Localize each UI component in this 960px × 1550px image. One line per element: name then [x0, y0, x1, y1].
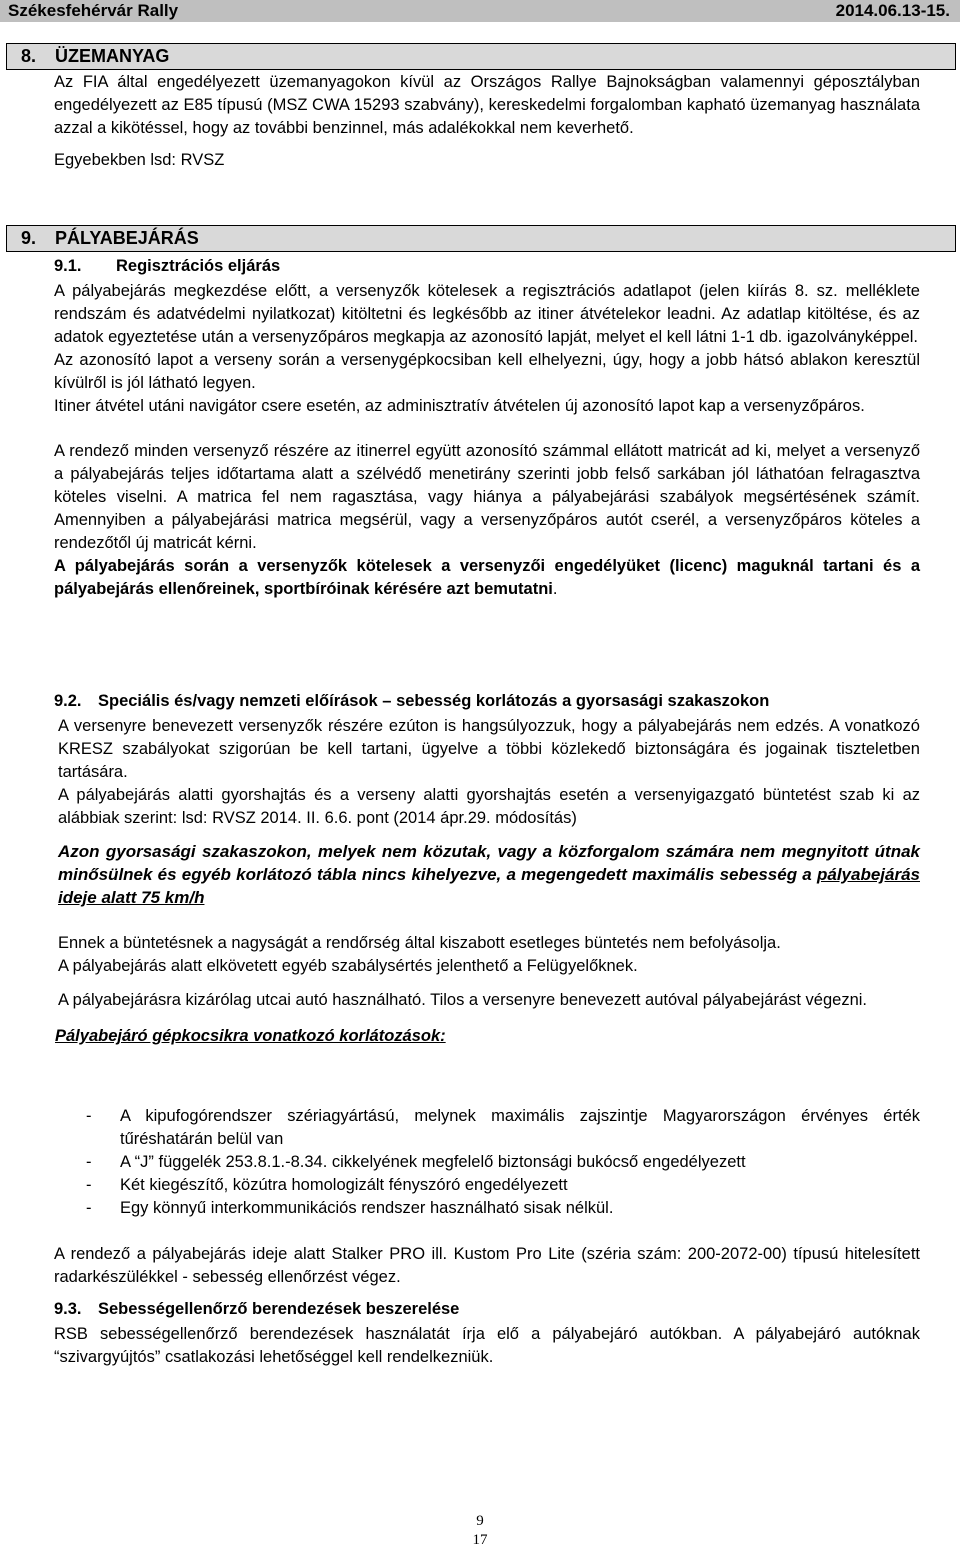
section-number: 8. [21, 46, 37, 66]
list-item [86, 1151, 920, 1174]
paragraph: Ennek a büntetésnek a nagyságát a rendőrség által kiszabott esetleges büntetés nem befolyásolja. [58, 934, 781, 952]
restrictions-list [86, 1105, 920, 1220]
paragraph: Egyebekben lsd: RVSZ [54, 151, 225, 169]
section-8-heading [6, 43, 956, 70]
subsection-9-2-body [55, 715, 920, 1048]
text: . [552, 580, 558, 598]
page-total: 17 [472, 1532, 488, 1548]
list-item [86, 1174, 920, 1197]
subsection-9-2-heading [54, 692, 769, 711]
header-event-name: Székesfehérvár Rally [8, 1, 179, 20]
subsection-9-1-heading [54, 257, 280, 276]
paragraph: A pályabejárás alatt elkövetett egyéb szabálysértés jelenthető a Felügyelőknek. [58, 957, 638, 975]
subsection-9-1-body [54, 280, 920, 601]
list-dash: - [86, 1199, 92, 1217]
subsection-number: 9.3. [54, 1300, 82, 1318]
page-number: 9 [476, 1513, 484, 1529]
paragraph: A pályabejárás alatti gyorshajtás és a verseny alatti gyorshajtás esetén a versenyigazgató büntetést szab ki az alábbiak szerint: lsd: RVSZ 2014. II. 6.6. pont (2014 ápr.29. módosítás) [58, 786, 920, 827]
list-item-text: A kipufogórendszer szériagyártású, melynek maximális zajszintje Magyarországon érvényes érték tűréshatárán belül van [120, 1107, 920, 1148]
subsection-9-3-body [54, 1323, 920, 1369]
subsection-title: Speciális és/vagy nemzeti előírások – sebesség korlátozás a gyorsasági szakaszokon [98, 692, 770, 710]
list-dash: - [86, 1107, 92, 1125]
paragraph: A pályabejárás megkezdése előtt, a versenyzők kötelesek a regisztrációs adatlapot (jelen kiírás 8. sz. melléklete rendszám és adatvédelmi nyilatkozat) kitöltetni és legkésőbb az itiner átvételekor leadni. Az adatlap kitöltése, és az adatok egyeztetése után a versenyzőpáros megkapja az azonosító lapját, melyet el kell látni 1-1 db. igazolványképpel. [54, 282, 920, 346]
restrictions-title: Pályabejáró gépkocsikra vonatkozó korlátozások: [55, 1027, 446, 1045]
subsection-number: 9.2. [54, 692, 82, 710]
subsection-title: Regisztrációs eljárás [116, 257, 281, 275]
subsection-title: Sebességellenőrző berendezések beszerelése [98, 1300, 460, 1318]
section-title: ÜZEMANYAG [55, 46, 170, 66]
speed-limit-notice [58, 840, 920, 909]
list-item-text: A “J” függelék 253.8.1.-8.34. cikkelyének megfelelő biztonsági bukócső engedélyezett [120, 1153, 746, 1171]
header-date: 2014.06.13-15. [835, 1, 950, 20]
section-title: PÁLYABEJÁRÁS [55, 228, 199, 248]
paragraph: RSB sebességellenőrző berendezések használatát írja elő a pályabejáró autókban. A pályabejáró autóknak “szivargyújtós” csatlakozási lehetőséggel kell rendelkezniük. [54, 1325, 920, 1366]
section-9-heading [6, 225, 956, 252]
bold-text: A pályabejárás során a versenyzők kötelesek a versenyzői engedélyüket (licenc) maguknál tartani és a pályabejárás ellenőreinek, sportbíróinak kérésére azt bemutatni [54, 557, 920, 598]
underlined-text: pályabejárás ideje alatt 75 km/h [58, 865, 920, 907]
paragraph: A rendező minden versenyző részére az itinerrel együtt azonosító számmal ellátott matricát ad ki, melyet a versenyző a pályabejárás teljes időtartama alatt a szélvédő menetirány szerinti jobb felső sarkában jól láthatóan felragasztva köteles viselni. A matrica fel nem ragasztása, vagy hiánya a pályabejárási szabályok megsértésének számít. Amennyiben a pályabejárási matrica megsérül, vagy a versenyzőpáros autót cserél, a versenyzőpáros köteles a rendezőtől új matricát kérni. [54, 442, 920, 552]
list-dash: - [86, 1176, 92, 1194]
paragraph: Az azonosító lapot a verseny során a versenygépkocsiban kell elhelyezni, úgy, hogy a jobb hátsó ablakon keresztül kívülről is jól látható legyen. [54, 351, 920, 392]
paragraph: Itiner átvétel utáni navigátor csere esetén, az adminisztratív átvételen új azonosító lapot kap a versenyzőpáros. [54, 397, 865, 415]
list-dash: - [86, 1153, 92, 1171]
list-item-text: Egy könnyű interkommunikációs rendszer használható sisak nélkül. [120, 1199, 614, 1217]
list-item [86, 1197, 920, 1220]
page-header [0, 0, 960, 22]
section-8-body [54, 71, 920, 172]
paragraph: Az FIA által engedélyezett üzemanyagokon kívül az Országos Rallye Bajnokságban valamennyi géposztályban engedélyezett az E85 típusú (MSZ CWA 15293 szabvány), kereskedelmi forgalomban kapható üzemanyag használata azzal a kikötéssel, hogy az további benzinnel, más adalékokkal nem keverhető. [54, 73, 920, 137]
subsection-9-3-heading [54, 1300, 459, 1319]
list-item-text: Két kiegészítő, közútra homologizált fényszóró engedélyezett [120, 1176, 568, 1194]
paragraph: A rendező a pályabejárás ideje alatt Stalker PRO ill. Kustom Pro Lite (széria szám: 200-2072-00) típusú hitelesített radarkészülékkel - sebesség ellenőrzést végez. [54, 1245, 920, 1286]
bold-italic-text: Azon gyorsasági szakaszokon, melyek nem közutak, vagy a közforgalom számára nem megnyitott útnak minősülnek és egyéb korlátozó tábla nincs kihelyezve, a megengedett maximális sebesség a [58, 842, 920, 884]
paragraph: A versenyre benevezett versenyzők részére ezúton is hangsúlyozzuk, hogy a pályabejárás nem edzés. A vonatkozó KRESZ szabályokat szigorúan be kell tartani, ügyelve a többi közlekedő biztonságára és jogainak tiszteletben tartására. [58, 717, 920, 781]
subsection-number: 9.1. [54, 257, 82, 275]
radar-paragraph [54, 1243, 920, 1289]
section-number: 9. [21, 228, 37, 248]
list-item [86, 1105, 920, 1151]
paragraph [54, 555, 920, 601]
page-footer [0, 1512, 960, 1550]
paragraph: A pályabejárásra kizárólag utcai autó használható. Tilos a versenyre benevezett autóval pályabejárást végezni. [58, 991, 867, 1009]
